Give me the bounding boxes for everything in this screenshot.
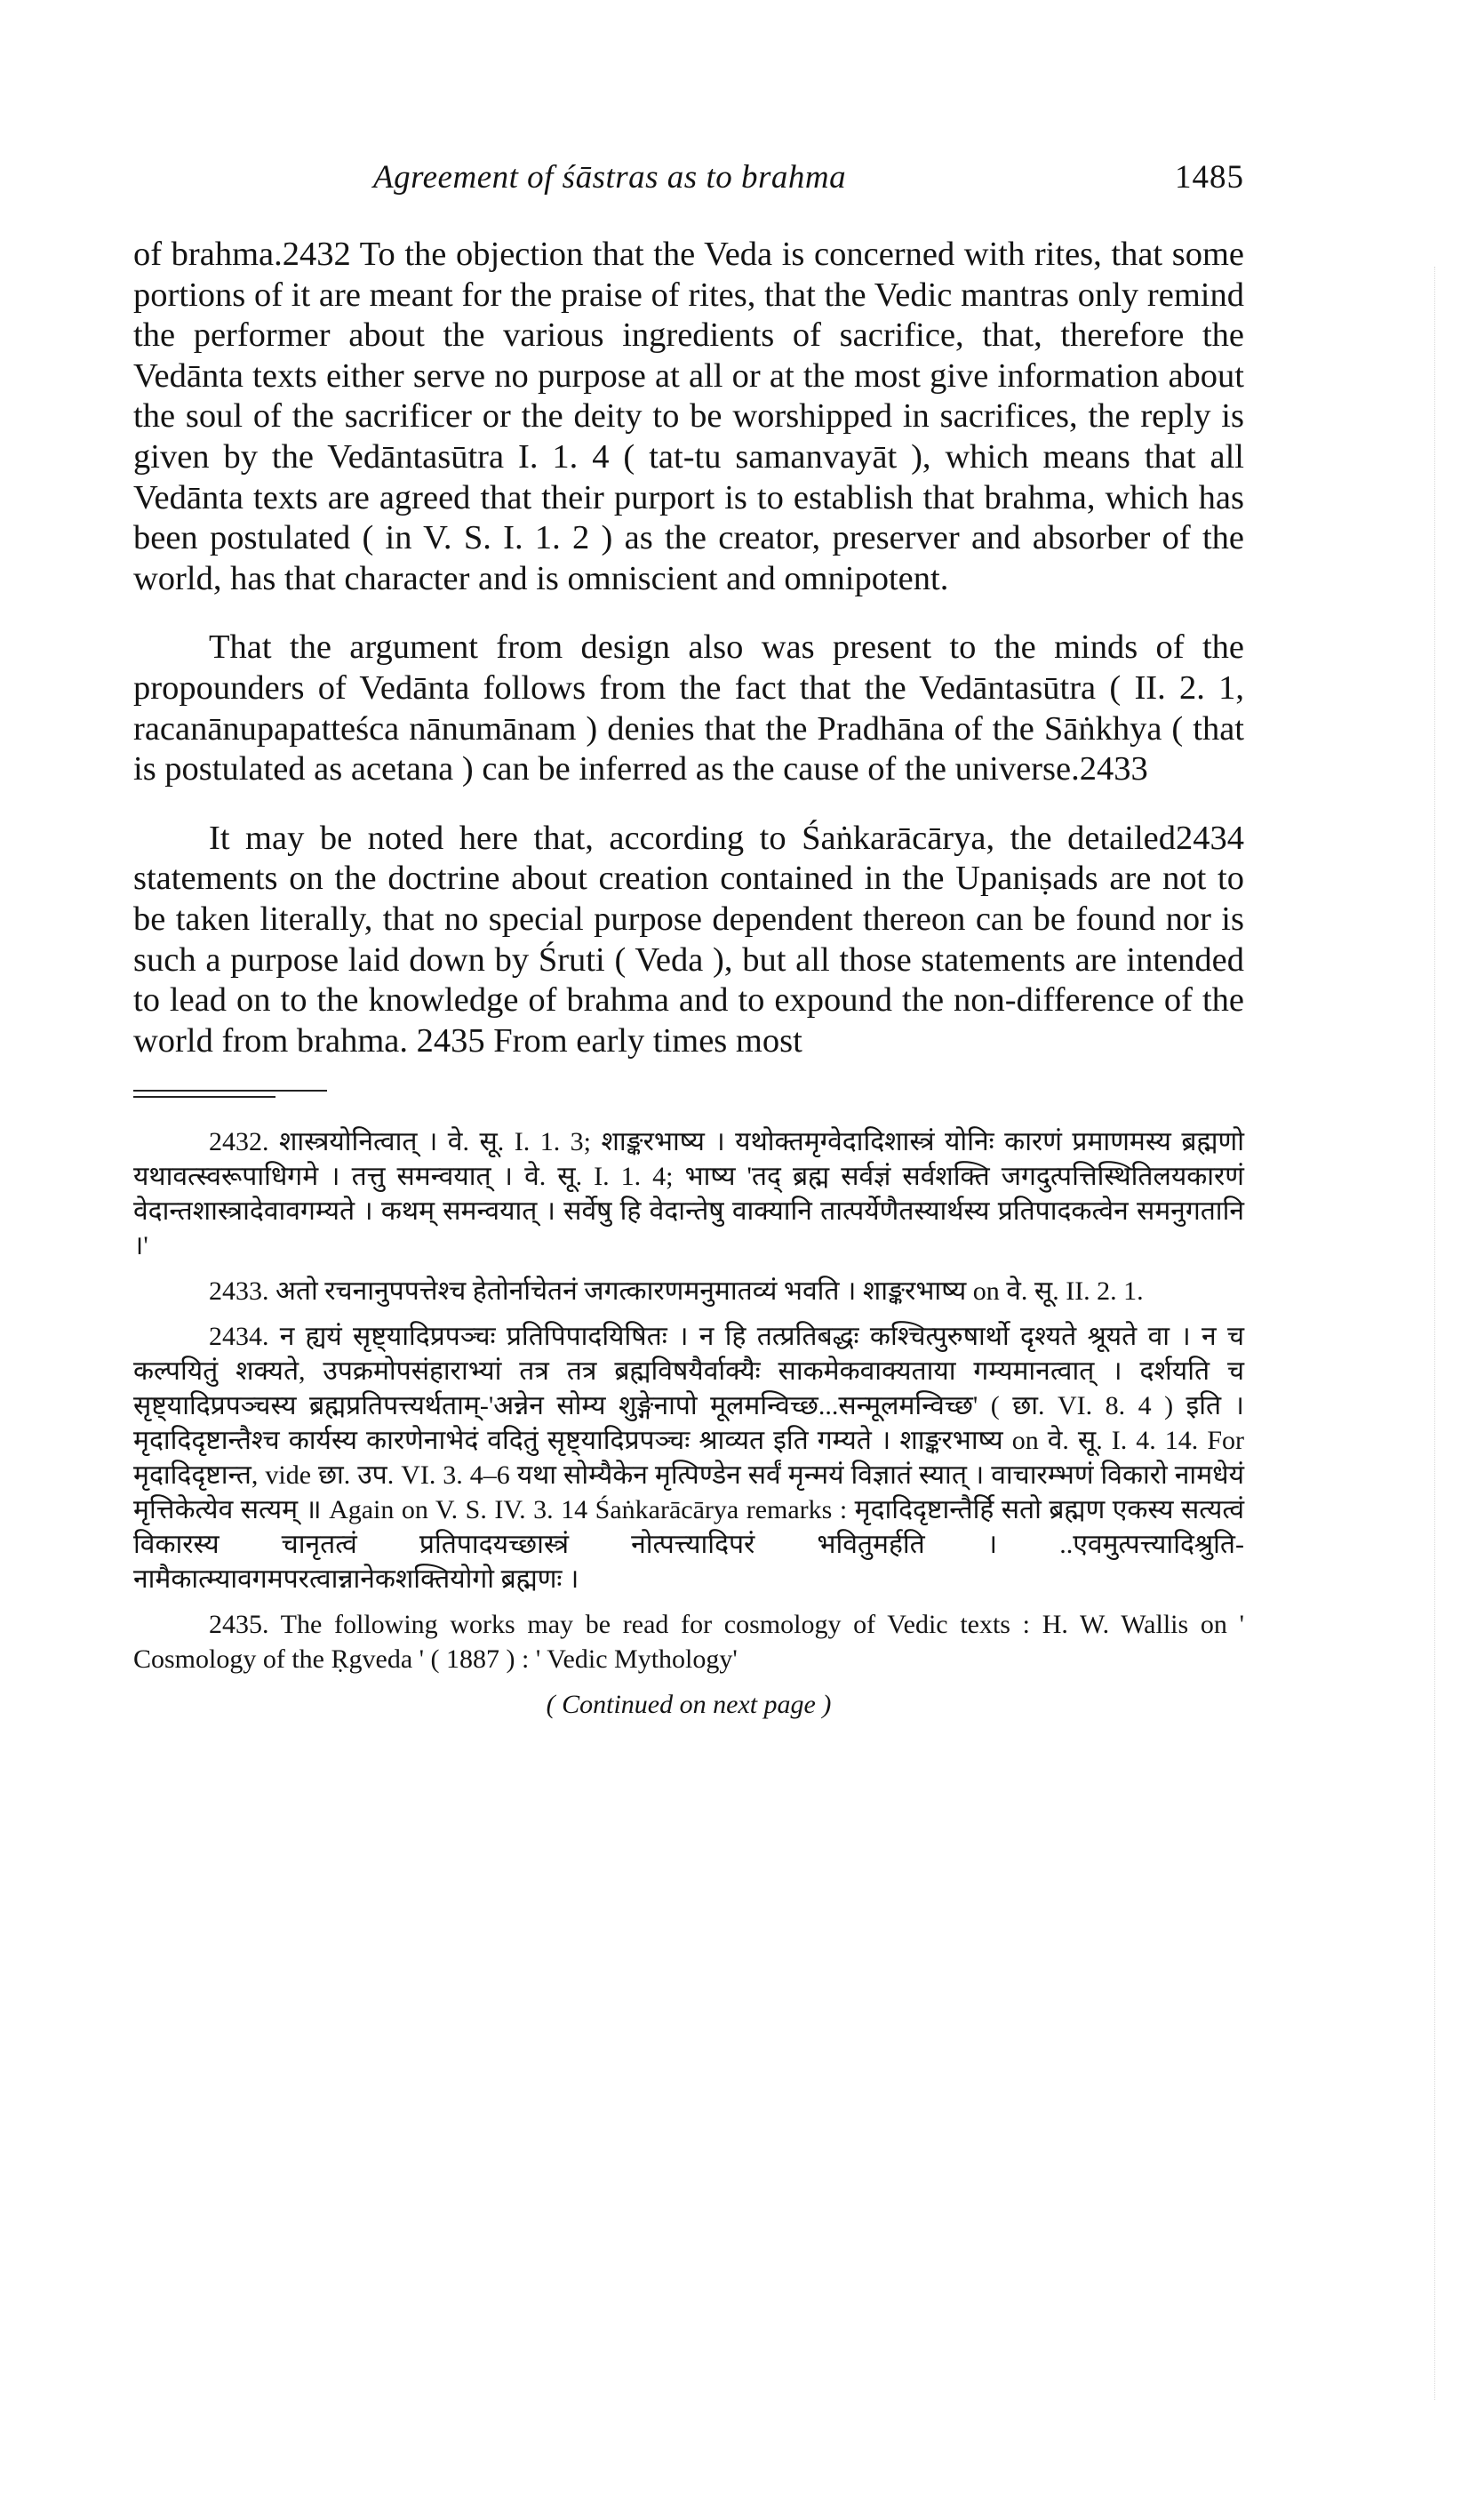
footnote-separator [133,1090,327,1092]
paragraph-2: That the argument from design also was present to the minds of the propounders of Vedānta follows from the fact that the Vedāntasūtra ( II. 2. 1, racanānupapatteśca nānumānam ) denies that the Pradhāna of the Sāṅkhya ( that is postulated as acetana ) can be inferred as the cause of the universe.2433 [133,628,1244,788]
scan-margin-marks [1431,267,1435,2400]
running-title: Agreement of śāstras as to brahma [373,159,847,196]
page-number: 1485 [1175,159,1244,196]
footnote-2432: 2432. शास्त्रयोनित्वात् । वे. सू. I. 1. 3; शाङ्करभाष्य । यथोक्तमृग्वेदादिशास्त्रं योनिः कारणं प्रमाणमस्य ब्रह्मणो यथावत्स्वरूपाधिगमे । तत्तु समन्वयात् । वे. सू. I. 1. 4; भाष्य 'तद् ब्रह्म सर्वज्ञं सर्वशक्ति जगदुत्पत्तिस्थितिलयकारणं वेदान्तशास्त्रादेवावगम्यते । कथम् समन्वयात् । सर्वेषु हि वेदान्तेषु वाक्यानि तात्पर्येणैतस्यार्थस्य प्रतिपादकत्वेन समनुगतानि ।' [133,1127,1244,1261]
continued-note: ( Continued on next page ) [546,1690,832,1720]
running-head [133,142,1244,196]
paragraph-1: of brahma.2432 To the objection that the Veda is concerned with rites, that some portions of it are meant for the praise of rites, that the Vedic mantras only remind the performer about the various ingredients of sacrifice, that, therefore the Vedānta texts either serve no purpose at all or at the most give information about the soul of the sacrificer or the deity to be worshipped in sacrifices, the reply is given by the Vedāntasūtra I. 1. 4 ( tat-tu samanvayāt ), which means that all Vedānta texts are agreed that their purport is to establish that brahma, which has been postulated ( in V. S. I. 1. 2 ) as the creator, preserver and absorber of the world, has that character and is omniscient and omnipotent. [133,236,1244,597]
footnote-2435: 2435. The following works may be read for cosmology of Vedic texts : H. W. Wallis on ' Cosmology of the Ṛgveda ' ( 1887 ) : ' Vedic Mythology' [133,1610,1244,1675]
footnote-2434: 2434. न ह्ययं सृष्ट्यादिप्रपञ्चः प्रतिपिपादयिषितः । न हि तत्प्रतिबद्धः कश्चित्पुरुषार्थो दृश्यते श्रूयते वा । न च कल्पयितुं शक्यते, उपक्रमोपसंहाराभ्यां तत्र तत्र ब्रह्मविषयैर्वाक्यैः साकमेकवाक्यताया गम्यमानत्वात् । दर्शयति च सृष्ट्यादिप्रपञ्चस्य ब्रह्मप्रतिपत्त्यर्थताम्-'अन्नेन सोम्य शुङ्गेनापो मूलमन्विच्छ...सन्मूलमन्विच्छ' ( छा. VI. 8. 4 ) इति । मृदादिदृष्टान्तैश्च कार्यस्य कारणेनाभेदं वदितुं सृष्ट्यादिप्रपञ्चः श्राव्यत इति गम्यते । शाङ्करभाष्य on वे. सू. I. 4. 14. For मृदादिदृष्टान्त, vide छा. उप. VI. 3. 4–6 यथा सोम्यैकेन मृत्पिण्डेन सर्वं मृन्मयं विज्ञातं स्यात् । वाचारम्भणं विकारो नामधेयं मृत्तिकेत्येव सत्यम् ॥ Again on V. S. IV. 3. 14 Śaṅkarācārya remarks : मृदादिदृष्टान्तैर्हि सतो ब्रह्मण एकस्य सत्यत्वं विकारस्य चानृतत्वं प्रतिपादयच्छास्त्रं नोत्पत्त्यादिपरं भवितुमर्हति । ..एवमुत्पत्त्यादिश्रुति-नामैकात्म्यावगमपरत्वान्नानेकशक्तियोगो ब्रह्मणः । [133,1322,1244,1595]
page [133,142,1244,1722]
footnote-2433: 2433. अतो रचनानुपपत्तेश्च हेतोर्नाचेतनं जगत्कारणमनुमातव्यं भवति । शाङ्करभाष्य on वे. सू. II. 2. 1. [209,1276,1144,1307]
paragraph-3: It may be noted here that, according to Śaṅkarācārya, the detailed2434 statements on the doctrine about creation contained in the Upaniṣads are not to be taken literally, that no special purpose dependent thereon can be found nor is such a purpose laid down by Śruti ( Veda ), but all those statements are intended to lead on to the knowledge of brahma and to expound the non-difference of the world from brahma. 2435 From early times most [133,819,1244,1060]
footnote-separator-second [133,1096,275,1098]
body-text [133,235,1244,1061]
footnotes [133,1124,1244,1722]
